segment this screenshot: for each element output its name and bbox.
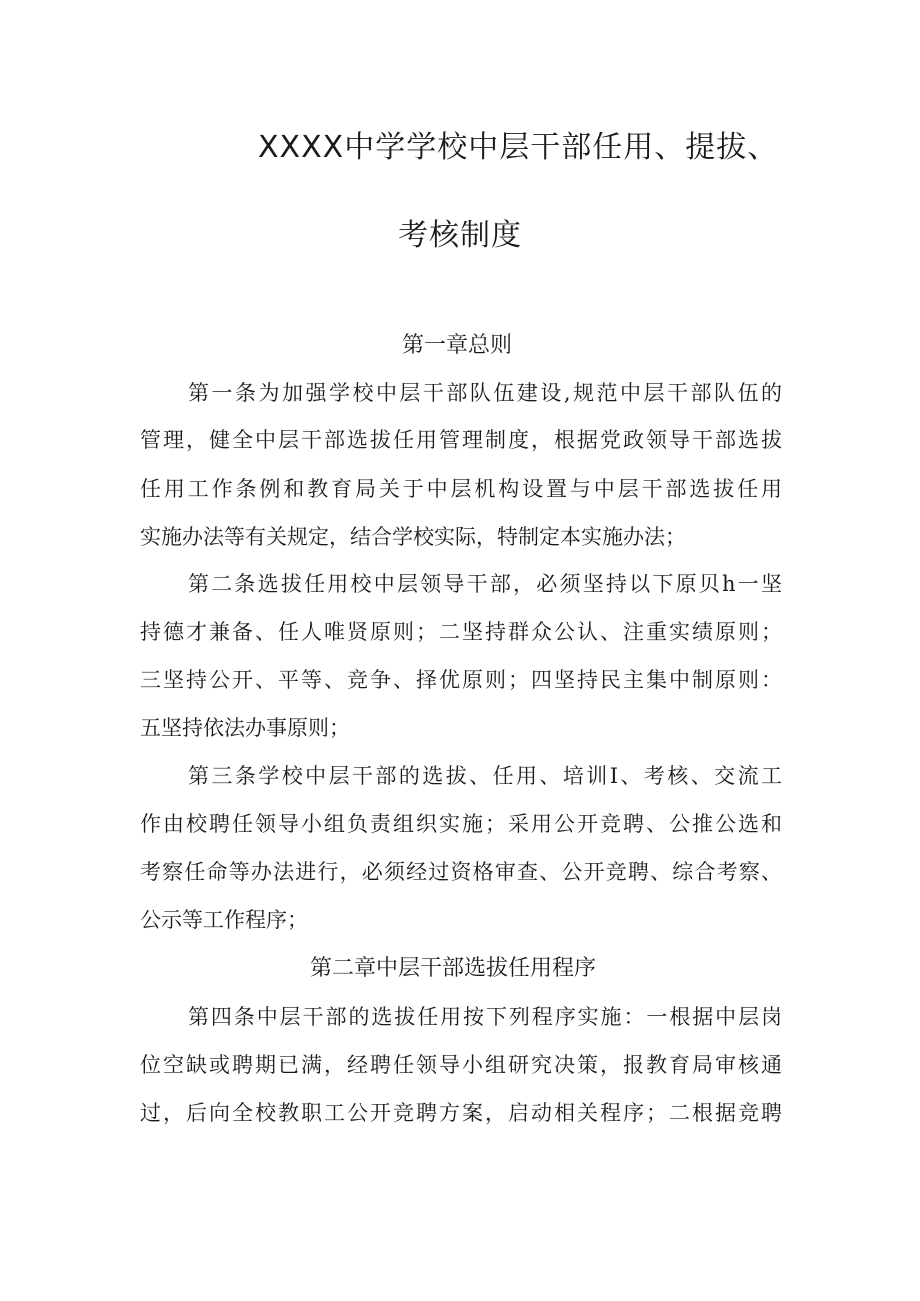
paragraph-line: 第三条学校中层干部的选拔、任用、培训I、考核、交流工 bbox=[188, 764, 782, 788]
paragraph-line: 位空缺或聘期已满，经聘任领导小组研究决策，报教育局审核通 bbox=[140, 1053, 782, 1077]
document-title-line-1: XXXX中学学校中层干部任用、提拔、 bbox=[258, 130, 779, 165]
paragraph-line: 任用工作条例和教育局关于中层机构设置与中层干部选拔任用 bbox=[140, 477, 782, 501]
paragraph-line: 管理，健全中层干部选拔任用管理制度，根据党政领导干部选拔 bbox=[140, 428, 782, 452]
paragraph-line: 考察任命等办法进行，必须经过资格审查、公开竞聘、综合考察、 bbox=[140, 860, 782, 884]
paragraph-line: 作由校聘任领导小组负责组织实施；采用公开竞聘、公推公选和 bbox=[140, 812, 782, 836]
paragraph-line: 第四条中层干部的选拔任用按下列程序实施：一根据中层岗 bbox=[188, 1005, 782, 1029]
chapter-2-heading: 第二章中层干部选拔任用程序 bbox=[310, 956, 597, 981]
paragraph-line: 公示等工作程序； bbox=[140, 908, 308, 932]
paragraph-line: 实施办法等有关规定，结合学校实际，特制定本实施办法； bbox=[140, 525, 686, 549]
document-title-line-2: 考核制度 bbox=[398, 218, 522, 253]
paragraph-line: 过，后向全校教职工公开竞聘方案，启动相关程序；二根据竞聘 bbox=[140, 1101, 782, 1125]
chapter-1-heading: 第一章总则 bbox=[402, 333, 513, 358]
paragraph-line: 三坚持公开、平等、竞争、择优原则；四坚持民主集中制原则： bbox=[140, 668, 782, 692]
paragraph-line: 持德才兼备、任人唯贤原则；二坚持群众公认、注重实绩原则； bbox=[140, 620, 782, 644]
paragraph-line: 第一条为加强学校中层干部队伍建设,规范中层干部队伍的 bbox=[188, 381, 782, 405]
paragraph-line: 第二条选拔任用校中层领导干部，必须坚持以下原贝h一坚 bbox=[188, 572, 782, 596]
paragraph-line: 五坚持依法办事原则； bbox=[140, 716, 350, 740]
